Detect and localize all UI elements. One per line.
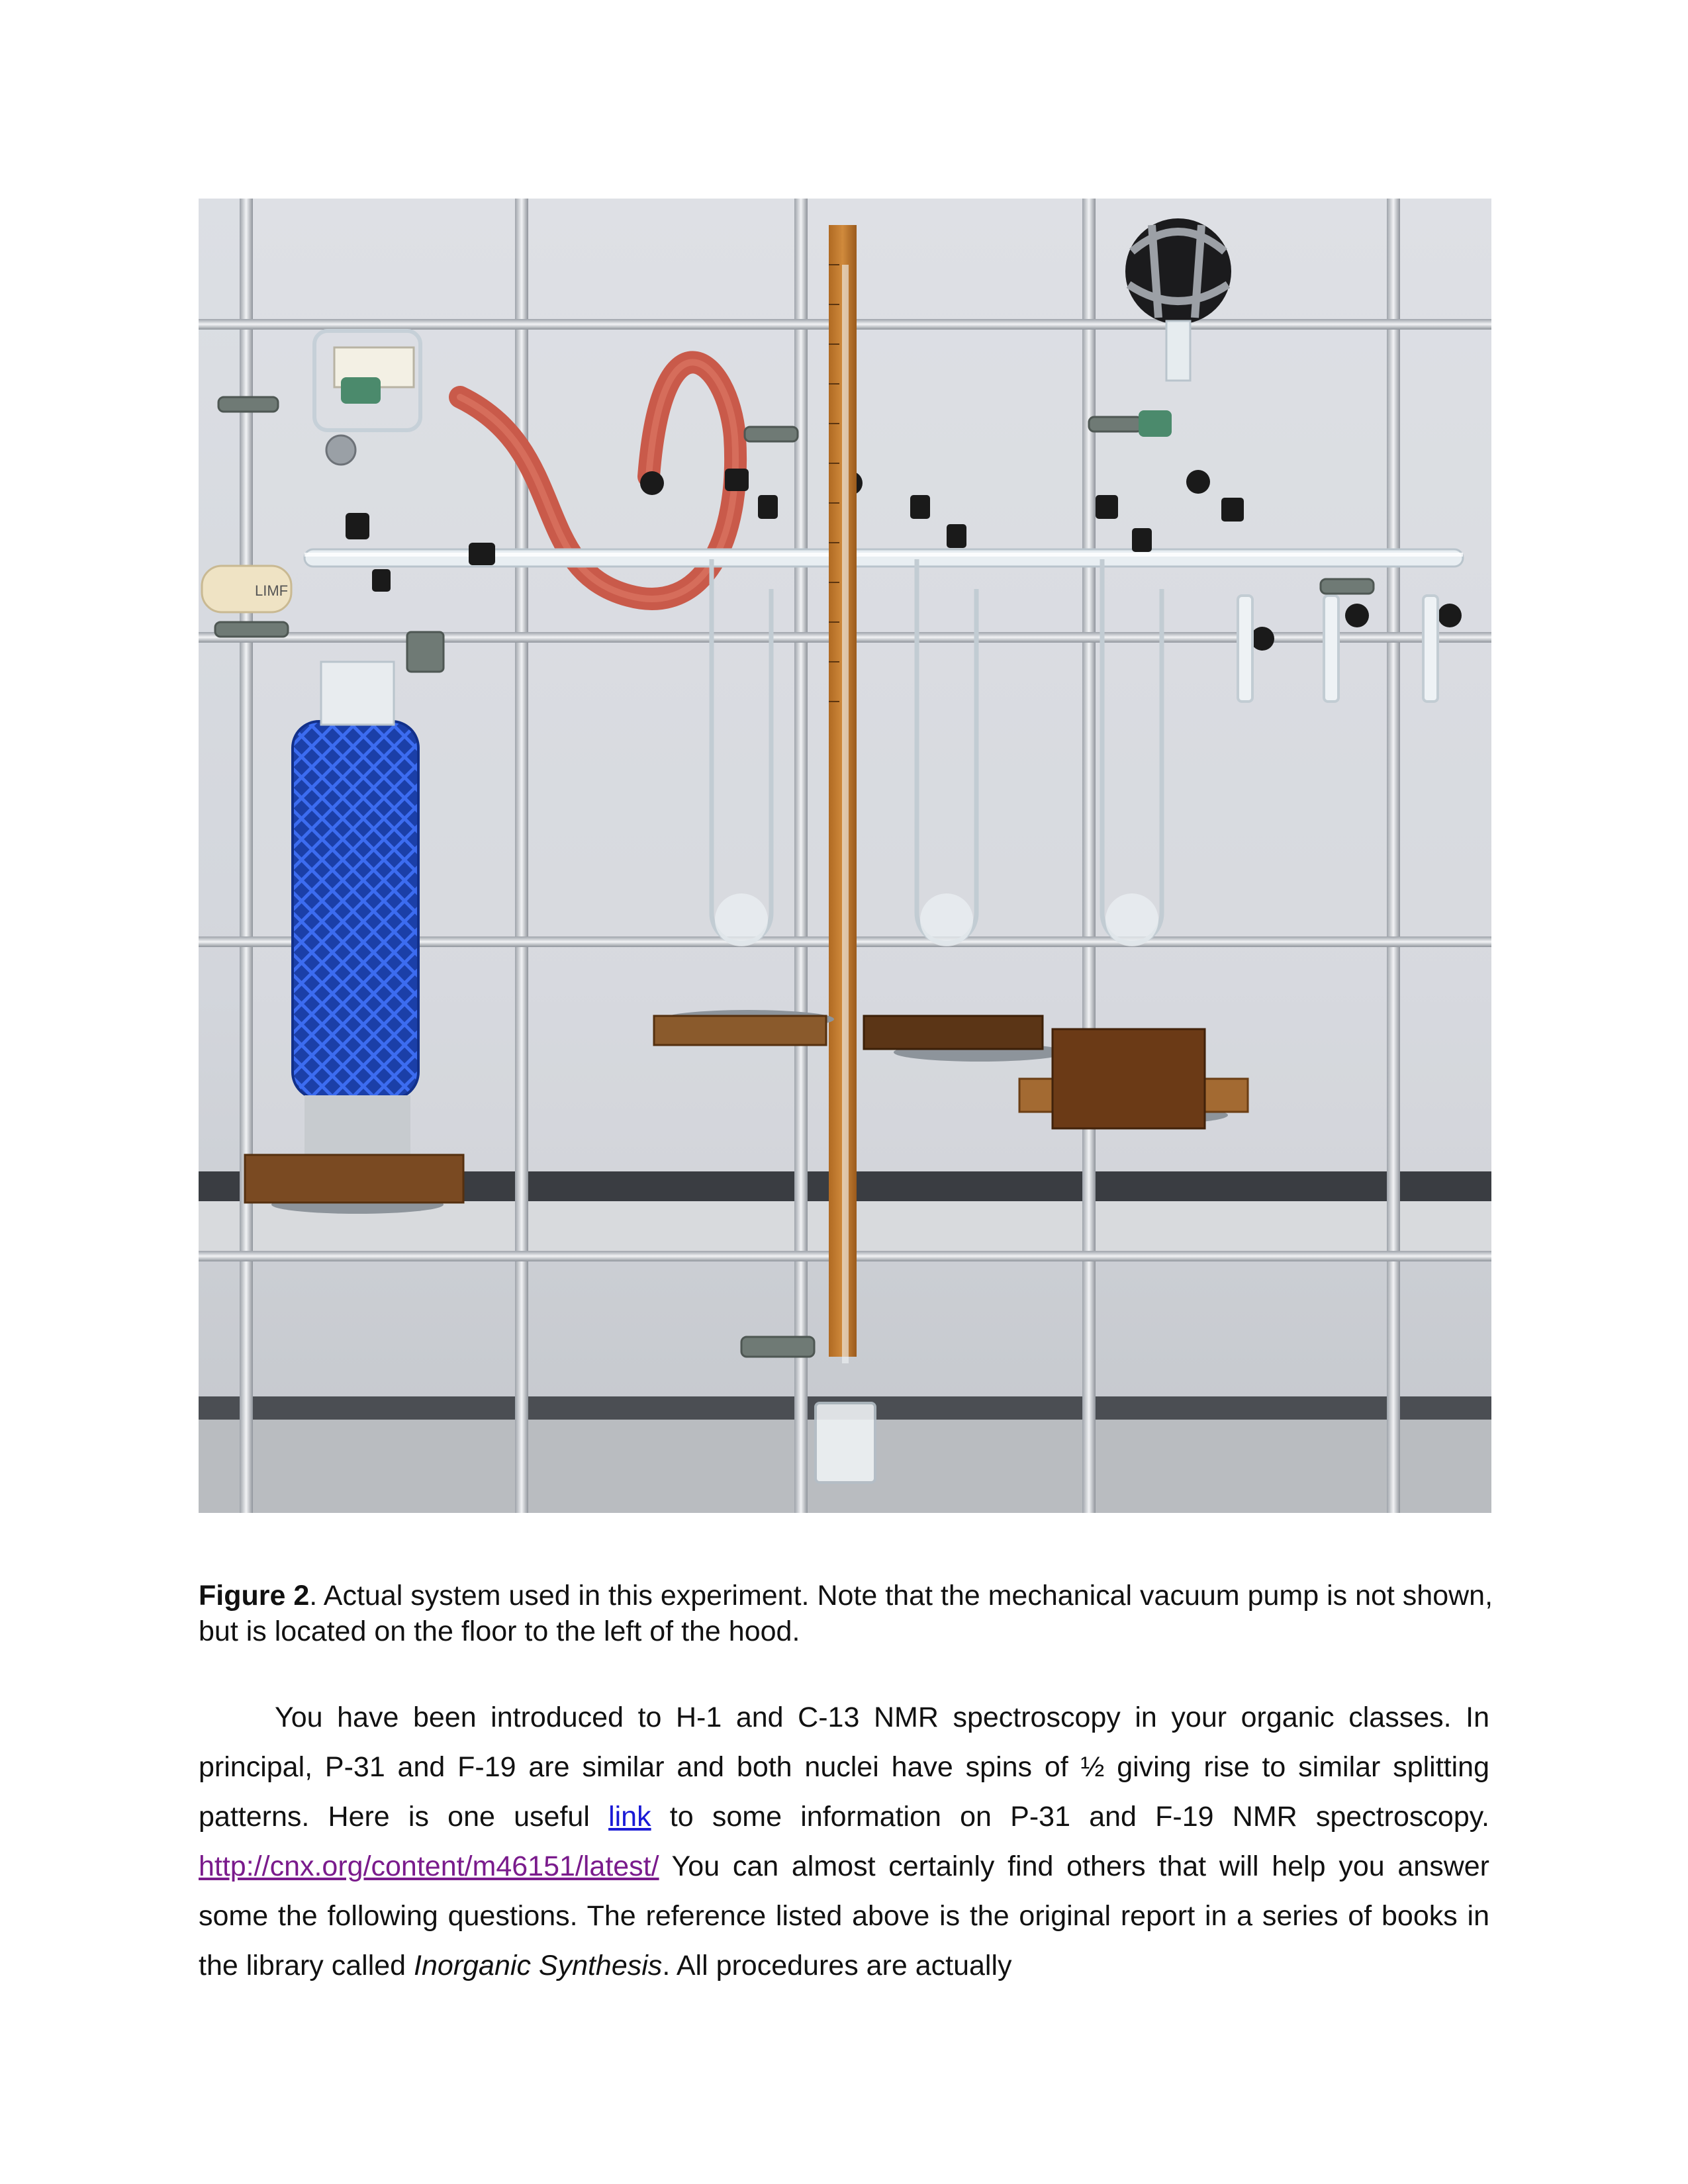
paragraph-text-3: You can almost certainly find others that will help you answer some the following questions. The reference listed above is the original report in a series of books in the library called [199,1850,1489,1981]
paragraph-text-1: You have been introduced to H-1 and C-13 NMR spectroscopy in your organic classes. In principal, P-31 and F-19 are similar and both nuclei have spins of ½ giving rise to similar splitting patterns. Here is one useful [199,1702,1489,1833]
body-paragraph [199,1693,1489,1991]
caption-text: . Actual system used in this experiment. Note that the mechanical vacuum pump is not shown, but is located on the floor to the left of the hood. [199,1580,1493,1647]
cnx-url-link[interactable]: http://cnx.org/content/m46151/latest/ [199,1850,659,1882]
tag-label: LIMF [255,582,289,599]
lab-apparatus-photo [199,199,1491,1513]
caption-label: Figure 2 [199,1580,310,1612]
book-title: Inorganic Synthesis [414,1950,663,1981]
paragraph-text-2: to some information on P-31 and F-19 NMR spectroscopy. [651,1801,1489,1833]
useful-link[interactable]: link [608,1801,651,1833]
figure-caption [199,1578,1496,1649]
paragraph-text-4: . All procedures are actually [662,1950,1012,1981]
